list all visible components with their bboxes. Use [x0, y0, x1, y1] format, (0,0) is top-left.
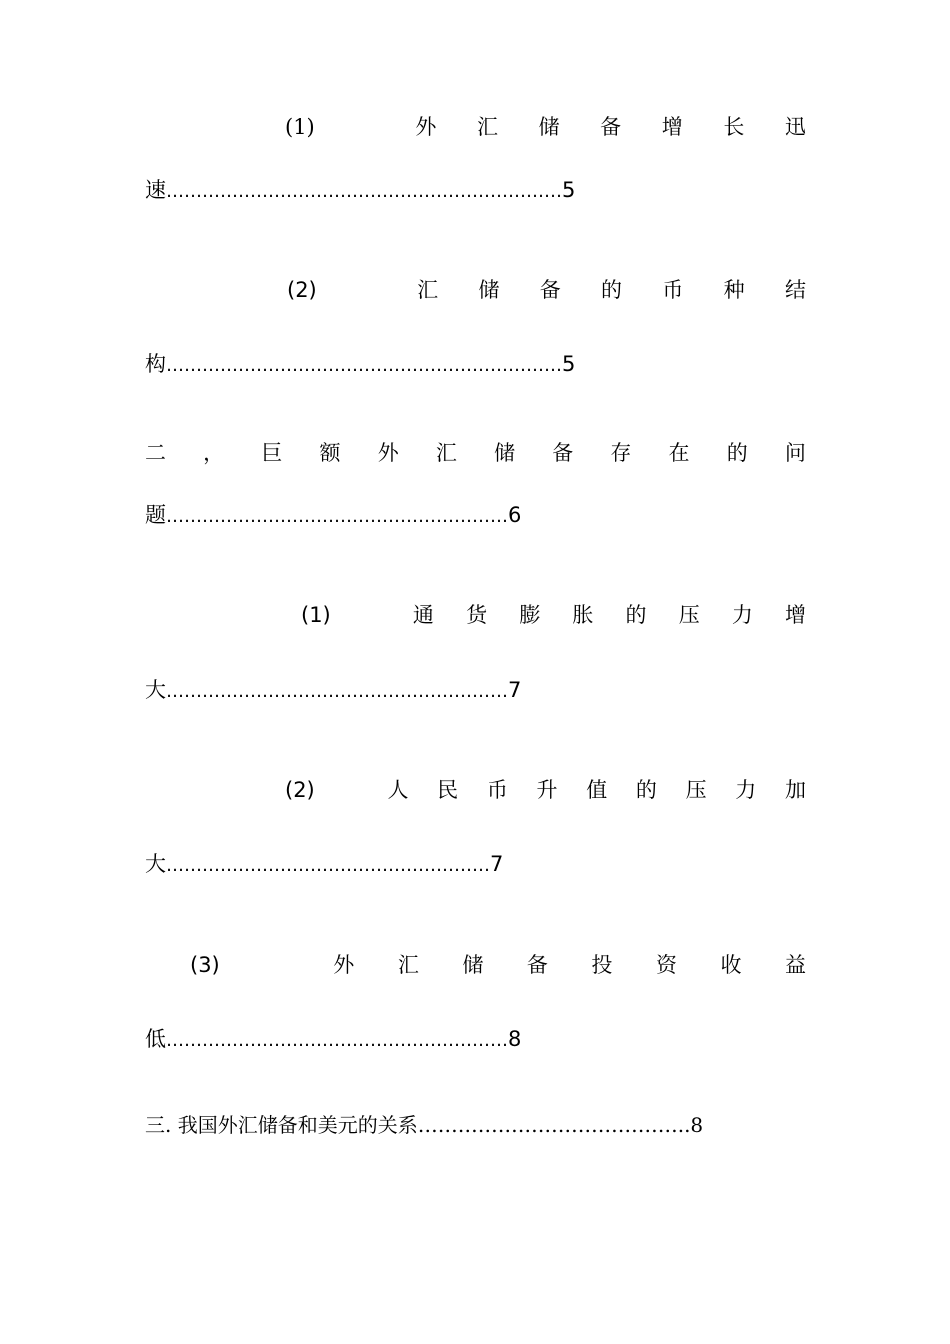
- toc-char: 的: [635, 778, 657, 802]
- toc-page-number: 6: [508, 503, 522, 527]
- toc-char: 的: [726, 441, 748, 465]
- toc-entry-2-tail: [145, 354, 575, 375]
- toc-char: 备: [526, 953, 548, 977]
- toc-char: 的: [601, 278, 622, 302]
- toc-entry-number: (3): [190, 953, 220, 977]
- toc-entry-5-heading: [285, 780, 806, 801]
- toc-entry-1-tail: [145, 180, 575, 201]
- toc-char: 益: [785, 953, 806, 977]
- toc-tail-char: 速: [145, 178, 166, 202]
- toc-leader-dots: …………………………………………………………: [166, 181, 562, 202]
- toc-char: 汇: [476, 115, 498, 139]
- toc-char: 力: [735, 778, 757, 802]
- toc-char: 胀: [572, 603, 594, 627]
- toc-char: 储: [462, 953, 484, 977]
- toc-entry-4-tail: [145, 680, 521, 701]
- toc-char: 外: [415, 115, 437, 139]
- toc-entry-number: (1): [285, 115, 315, 139]
- toc-char: 通: [412, 603, 434, 627]
- toc-char: 收: [720, 953, 742, 977]
- toc-char: 币: [662, 278, 684, 302]
- toc-leader-dots: …………………………………………………: [166, 506, 508, 527]
- toc-char: 二: [145, 441, 166, 465]
- toc-char: 投: [591, 953, 613, 977]
- toc-tail-char: 题: [145, 503, 166, 527]
- toc-entry-2-heading: [287, 280, 806, 301]
- toc-char: 储: [478, 278, 500, 302]
- toc-tail-char: 构: [145, 352, 166, 376]
- toc-char: 升: [536, 778, 558, 802]
- toc-entry-number: (1): [301, 603, 331, 627]
- toc-char: ，: [203, 441, 225, 465]
- toc-tail-char: 大: [145, 678, 166, 702]
- toc-char: 力: [731, 603, 753, 627]
- toc-entry-3-tail: [145, 505, 521, 526]
- toc-char: 压: [685, 778, 707, 802]
- toc-entry-1-heading: [285, 117, 806, 138]
- toc-leader-dots: …………………………………………………: [166, 681, 508, 702]
- toc-char: 额: [319, 441, 341, 465]
- toc-char: 储: [538, 115, 560, 139]
- toc-char: 增: [785, 603, 806, 627]
- toc-char: 备: [600, 115, 622, 139]
- toc-char: 汇: [417, 278, 439, 302]
- toc-leader-dots: ………………………………………………: [166, 855, 490, 876]
- toc-char: 种: [723, 278, 745, 302]
- toc-char: 在: [668, 441, 690, 465]
- toc-page-number: 5: [562, 352, 576, 376]
- toc-entry-5-tail: [145, 854, 503, 875]
- toc-entry-number: (2): [287, 278, 317, 302]
- toc-char: 外: [377, 441, 399, 465]
- toc-char: 膨: [519, 603, 541, 627]
- toc-char: 加: [784, 778, 806, 802]
- toc-char: 民: [437, 778, 459, 802]
- toc-char: 资: [655, 953, 677, 977]
- toc-leader-dots: …………………………………………………………: [166, 355, 562, 376]
- toc-char: 汇: [397, 953, 419, 977]
- toc-char: 问: [784, 441, 806, 465]
- toc-page-number: 8: [508, 1027, 522, 1051]
- toc-char: 备: [552, 441, 574, 465]
- toc-page-number: 7: [490, 852, 504, 876]
- toc-char: 人: [387, 778, 409, 802]
- toc-char: 储: [494, 441, 516, 465]
- toc-char: 存: [610, 441, 632, 465]
- toc-page-number: 7: [508, 678, 522, 702]
- toc-char: 结: [784, 278, 806, 302]
- toc-char: 压: [678, 603, 700, 627]
- toc-char: 值: [586, 778, 608, 802]
- toc-char: 货: [466, 603, 488, 627]
- toc-entry-6-tail: [145, 1029, 521, 1050]
- toc-entry-4-heading: [301, 605, 806, 626]
- toc-char: 备: [539, 278, 561, 302]
- toc-entry-7: 三. 我国外汇储备和美元的关系…………………………………..8: [145, 1113, 704, 1137]
- toc-entry-6-heading: [190, 955, 806, 976]
- toc-entry-number: (2): [285, 778, 315, 802]
- toc-tail-char: 大: [145, 852, 166, 876]
- toc-char: 巨: [261, 441, 283, 465]
- toc-tail-char: 低: [145, 1027, 166, 1051]
- toc-char: 币: [486, 778, 508, 802]
- toc-char: 增: [661, 115, 683, 139]
- toc-page-number: 5: [562, 178, 576, 202]
- toc-char: 汇: [435, 441, 457, 465]
- toc-char: 的: [625, 603, 647, 627]
- toc-char: 迅: [784, 115, 806, 139]
- toc-char: 长: [723, 115, 745, 139]
- toc-char: 外: [333, 953, 355, 977]
- toc-entry-3-heading: [145, 443, 806, 464]
- toc-leader-dots: …………………………………………………: [166, 1030, 508, 1051]
